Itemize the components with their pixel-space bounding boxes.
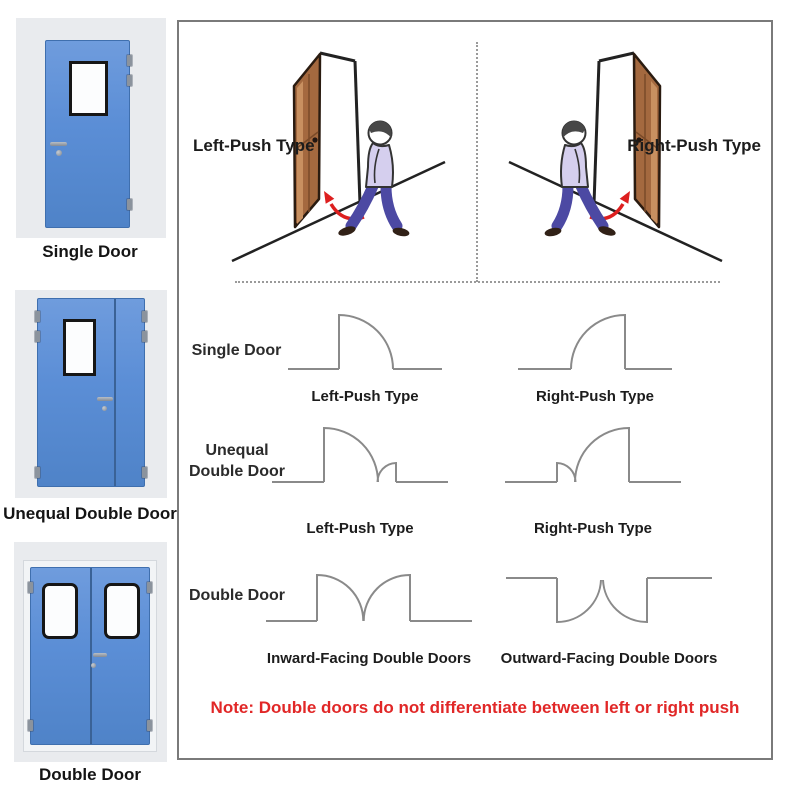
note-text: Note: Double doors do not differentiate between left or right push xyxy=(210,698,740,717)
swing-diagram-unequal-left-push xyxy=(270,426,450,486)
swing-diagram-single-left-push xyxy=(285,313,445,373)
row-label-unequal-double-door: Unequal Double Door xyxy=(189,442,285,480)
swing-diagram-single-right-push xyxy=(515,313,675,373)
door-window xyxy=(69,61,108,116)
hinge-icon xyxy=(147,582,152,593)
door-frame xyxy=(23,560,157,752)
door-leaf xyxy=(30,567,150,745)
dotted-divider-horizontal xyxy=(235,281,720,283)
door-handle-lever xyxy=(50,142,67,146)
diagram-caption: Left-Push Type xyxy=(306,520,414,537)
hinge-icon xyxy=(142,311,147,322)
door-leaf xyxy=(45,40,130,228)
diagram-caption: Left-Push Type xyxy=(311,388,419,405)
hinge-icon xyxy=(147,720,152,731)
door-window xyxy=(104,583,140,639)
diagram-caption: Right-Push Type xyxy=(533,520,653,537)
hinge-icon xyxy=(28,720,33,731)
swing-diagram-double-outward xyxy=(504,574,714,628)
diagram-caption: Inward-Facing Double Doors xyxy=(266,650,472,667)
door-leaf xyxy=(37,298,145,487)
diagram-panel xyxy=(177,20,773,760)
door-handle-lever xyxy=(93,653,107,657)
dotted-divider-vertical xyxy=(476,42,478,282)
photo-caption-double-door: Double Door xyxy=(39,765,141,784)
right-push-type-label: Right-Push Type xyxy=(627,136,761,155)
hinge-icon xyxy=(127,75,132,86)
swing-diagram-unequal-right-push xyxy=(503,426,683,486)
hinge-icon xyxy=(142,467,147,478)
door-lock-knob xyxy=(91,663,96,668)
photo-caption-single-door: Single Door xyxy=(42,242,138,261)
diagram-caption: Outward-Facing Double Doors xyxy=(500,650,718,667)
hinge-icon xyxy=(127,55,132,66)
hinge-icon xyxy=(35,331,40,342)
door-window xyxy=(42,583,78,639)
leaf-divider xyxy=(114,299,116,486)
hinge-icon xyxy=(35,311,40,322)
hinge-icon xyxy=(28,582,33,593)
single-door-photo xyxy=(16,18,166,238)
hinge-icon xyxy=(142,331,147,342)
unequal-double-door-photo xyxy=(15,290,167,498)
hinge-icon xyxy=(127,199,132,210)
door-window xyxy=(63,319,96,376)
row-label-single-door: Single Door xyxy=(191,342,282,359)
swing-diagram-double-inward xyxy=(264,571,474,625)
door-lock-knob xyxy=(102,406,107,411)
door-lock-knob xyxy=(56,150,62,156)
row-label-double-door: Double Door xyxy=(189,587,285,604)
double-door-photo xyxy=(14,542,167,762)
photo-caption-unequal-double-door: Unequal Double Door xyxy=(3,504,177,523)
diagram-caption: Right-Push Type xyxy=(535,388,655,405)
left-push-type-label: Left-Push Type xyxy=(193,136,315,155)
leaf-divider xyxy=(90,568,92,744)
hinge-icon xyxy=(35,467,40,478)
door-handle-lever xyxy=(97,397,113,401)
